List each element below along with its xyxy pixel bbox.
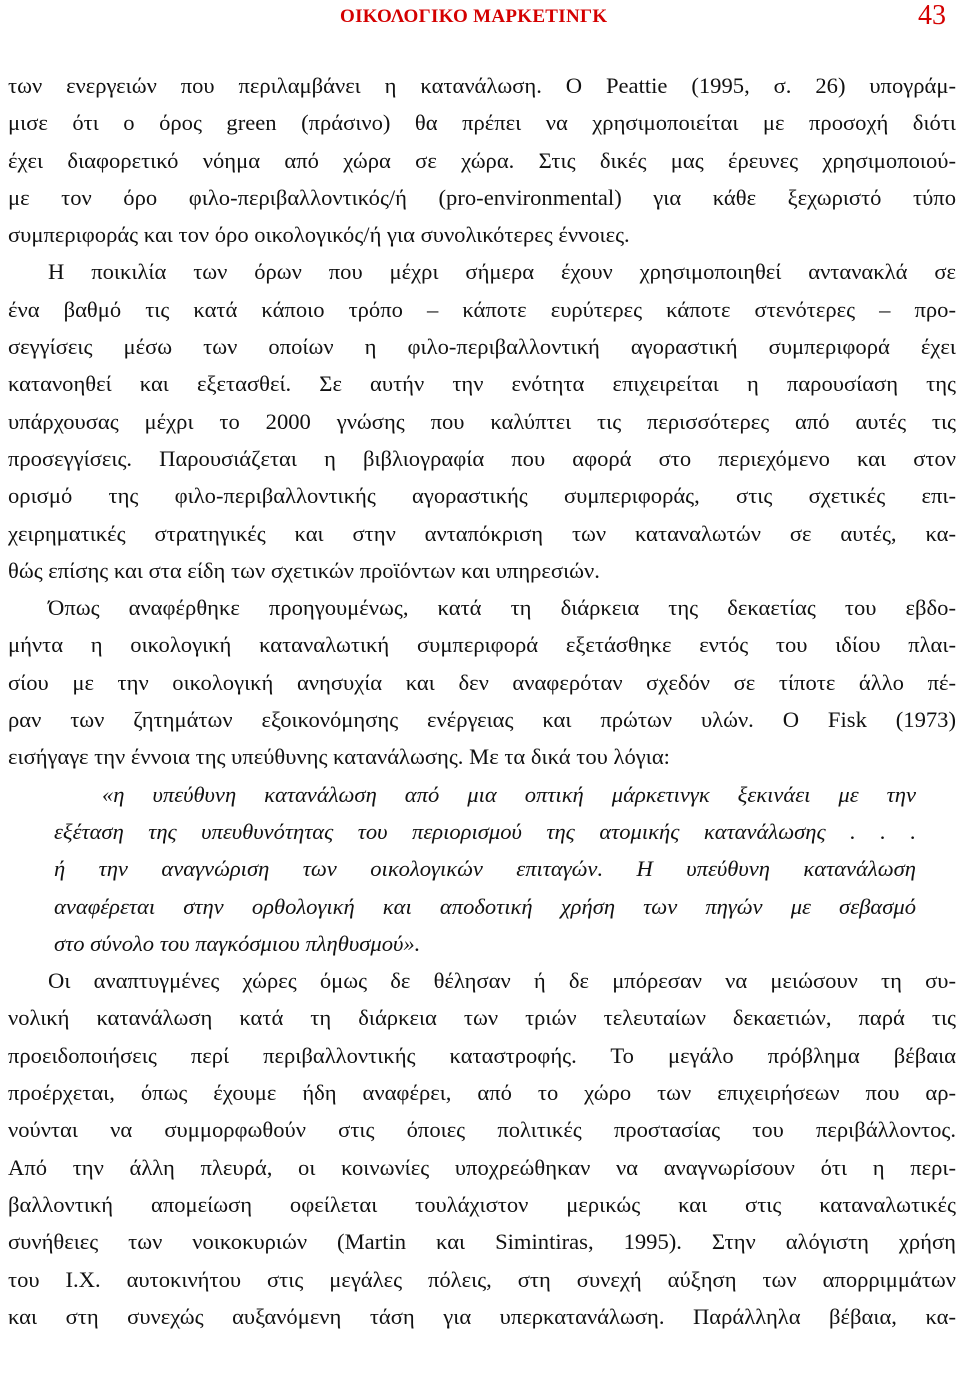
body-text <box>8 67 956 1335</box>
text-line: Όπως αναφέρθηκε προηγουμένως, κατά τη διάρκεια της δεκαετίας του εβδο- <box>48 595 956 621</box>
quote-line: «η υπεύθυνη κατανάλωση από μια οπτική μάρκετινγκ ξεκινάει με την <box>102 781 916 807</box>
quote-line: εξέταση της υπευθυνότητας του περιορισμού της ατομικής κατανάλωσης . . . <box>54 818 916 844</box>
running-title: ΟΙΚΟΛΟΓΙΚΟ ΜΑΡΚΕΤΙΝΓΚ <box>340 6 608 27</box>
text-line: νούνται να συμμορφωθούν στις όποιες πολιτικές προστασίας του περιβάλλοντος. <box>8 1117 956 1143</box>
text-line: με τον όρο φιλο-περιβαλλοντικός/ή (pro-environmental) για κάθε ξεχωριστό τύπο <box>8 184 956 210</box>
quote-line: στο σύνολο του παγκόσμιου πληθυσμού». <box>54 930 421 956</box>
page-number: 43 <box>918 0 946 31</box>
text-line: Από την άλλη πλευρά, οι κοινωνίες υποχρεώθηκαν να αναγνωρίσουν ότι η περι- <box>8 1154 956 1180</box>
text-line: σεγγίσεις μέσω των οποίων η φιλο-περιβαλλοντική αγοραστική συμπεριφορά έχει <box>8 334 956 360</box>
text-line: χειρηματικές στρατηγικές και στην ανταπόκριση των καταναλωτών σε αυτές, κα- <box>8 520 956 546</box>
text-line: Οι αναπτυγμένες χώρες όμως δε θέλησαν ή δε μπόρεσαν να μειώσουν τη συ- <box>48 968 956 994</box>
quote-line: αναφέρεται στην ορθολογική και αποδοτική χρήση των πηγών με σεβασμό <box>54 893 916 919</box>
text-line: συμπεριφοράς και τον όρο οικολογικός/ή για συνολικότερες έννοιες. <box>8 222 630 248</box>
text-line: ορισμό της φιλο-περιβαλλοντικής αγοραστικής συμπεριφοράς, στις σχετικές επι- <box>8 483 956 509</box>
text-line: του Ι.Χ. αυτοκινήτου στις μεγάλες πόλεις, στη συνεχή αύξηση των απορριμμάτων <box>8 1266 956 1292</box>
text-line: προσεγγίσεις. Παρουσιάζεται η βιβλιογραφία που αφορά στο περιεχόμενο και στον <box>8 445 956 471</box>
text-line: Η ποικιλία των όρων που μέχρι σήμερα έχουν χρησιμοποιηθεί αντανακλά σε <box>48 259 956 285</box>
text-line: μήντα η οικολογική καταναλωτική συμπεριφορά εξετάσθηκε εντός του ιδίου πλαι- <box>8 632 956 658</box>
text-line: μισε ότι ο όρος green (πράσινο) θα πρέπει να χρησιμοποιείται με προσοχή διότι <box>8 110 956 136</box>
page-header <box>0 0 960 40</box>
text-line: έχει διαφορετικό νόημα από χώρα σε χώρα. Στις δικές μας έρευνες χρησιμοποιού- <box>8 147 956 173</box>
text-line: των ενεργειών που περιλαμβάνει η κατανάλωση. Ο Peattie (1995, σ. 26) υπογράμ- <box>8 73 956 98</box>
text-line: προειδοποιήσεις περί περιβαλλοντικής καταστροφής. Το μεγάλο πρόβλημα βέβαια <box>8 1042 956 1068</box>
text-line: σίου με την οικολογική ανησυχία και δεν αναφερόταν σχεδόν σε τίποτε άλλο πέ- <box>8 669 956 695</box>
text-line: θώς επίσης και στα είδη των σχετικών προϊόντων και υπηρεσιών. <box>8 557 600 583</box>
text-line: και στη συνεχώς αυξανόμενη τάση για υπερκατανάλωση. Παράλληλα βέβαια, κα- <box>8 1303 956 1329</box>
text-line: νολική κατανάλωση κατά τη διάρκεια των τριών τελευταίων δεκαετιών, παρά τις <box>8 1005 956 1031</box>
text-line: συνήθειες των νοικοκυριών (Martin και Simintiras, 1995). Στην αλόγιστη χρήση <box>8 1229 956 1255</box>
text-line: βαλλοντική απομείωση οφείλεται τουλάχιστον μερικώς και στις καταναλωτικές <box>8 1191 956 1217</box>
text-line: εισήγαγε την έννοια της υπεύθυνης κατανάλωσης. Με τα δικά του λόγια: <box>8 744 670 770</box>
text-line: προέρχεται, όπως έχουμε ήδη αναφέρει, από το χώρο των επιχειρήσεων που αρ- <box>8 1080 956 1106</box>
text-line: κατανοηθεί και εξετασθεί. Σε αυτήν την ενότητα επιχειρείται η παρουσίαση της <box>8 371 956 397</box>
text-line: ραν των ζητημάτων εξοικονόμησης ενέργειας και πρώτων υλών. Ο Fisk (1973) <box>8 707 956 733</box>
quote-line: ή την αναγνώριση των οικολογικών επιταγών. Η υπεύθυνη κατανάλωση <box>54 856 916 882</box>
text-line: υπάρχουσας μέχρι το 2000 γνώσης που καλύπτει τις περισσότερες από αυτές τις <box>8 408 956 434</box>
text-line: ένα βαθμό τις κατά κάποιο τρόπο – κάποτε ευρύτερες κάποτε στενότερες – προ- <box>8 296 956 322</box>
